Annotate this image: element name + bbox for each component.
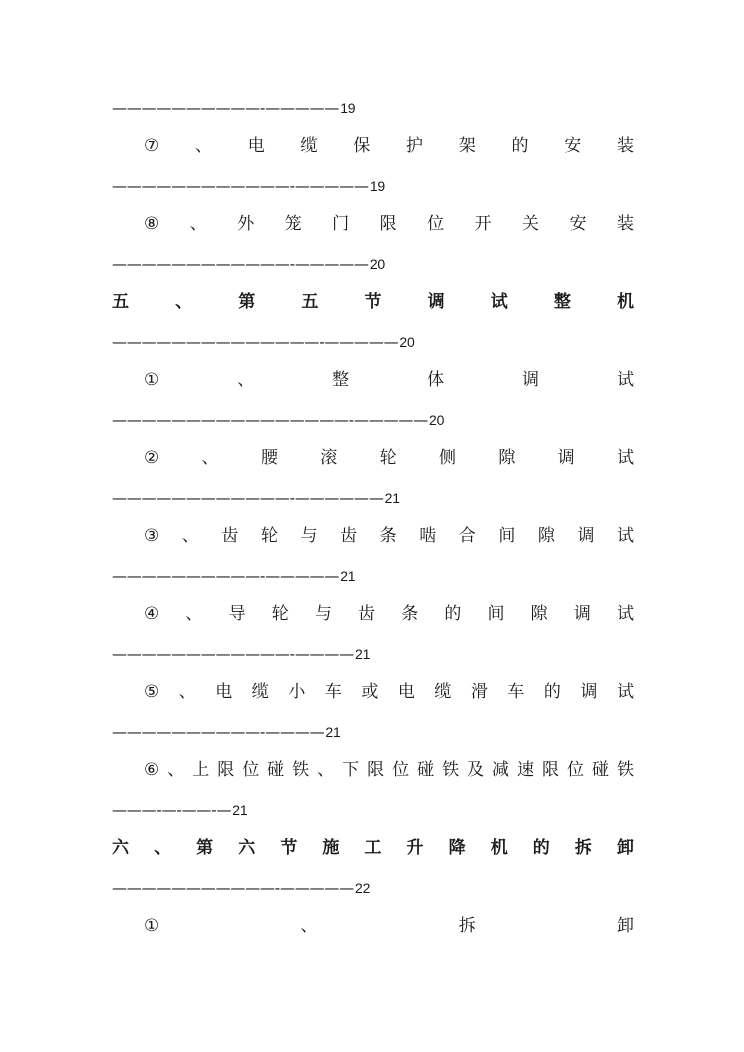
toc-title-char: 施 xyxy=(322,838,340,858)
toc-section-line xyxy=(0,290,744,320)
toc-entry-title xyxy=(144,524,634,548)
toc-page-number: 20 xyxy=(429,412,445,428)
toc-title-char: 试 xyxy=(490,292,508,312)
toc-entry-line xyxy=(0,602,744,632)
toc-leader: ————————————————-—————20 xyxy=(112,411,445,429)
toc-title-char: 齿 xyxy=(221,526,239,546)
toc-title-char: 调 xyxy=(580,682,598,702)
toc-leader-line xyxy=(0,98,744,128)
toc-page-number: 22 xyxy=(355,880,371,896)
toc-title-char: 降 xyxy=(448,838,466,858)
toc-title-char: 限 xyxy=(217,760,235,780)
toc-page-number: 21 xyxy=(355,646,371,662)
toc-title-char: 卸 xyxy=(616,838,634,858)
toc-page-number: 21 xyxy=(384,490,400,506)
toc-title-char: 与 xyxy=(314,604,332,624)
toc-leader: ——————————-—————21 xyxy=(112,567,356,585)
toc-title-char: 开 xyxy=(474,214,492,234)
toc-title-char: 架 xyxy=(458,136,476,156)
toc-leader-line xyxy=(0,566,744,596)
toc-entry-title xyxy=(144,758,634,782)
toc-title-char: 、 xyxy=(178,682,196,702)
toc-title-char: 铁 xyxy=(442,760,460,780)
toc-page-number: 20 xyxy=(369,256,386,272)
toc-title-char: ② xyxy=(144,448,160,468)
toc-title-char: 电 xyxy=(397,682,415,702)
toc-title-char: 整 xyxy=(332,370,350,390)
toc-title-char: 门 xyxy=(332,214,350,234)
toc-title-char: 条 xyxy=(401,604,419,624)
toc-title-char: 导 xyxy=(228,604,246,624)
toc-title-char: 第 xyxy=(196,838,214,858)
toc-title-char: 滚 xyxy=(320,448,338,468)
toc-title-char: 缆 xyxy=(251,682,269,702)
toc-title-char: 六 xyxy=(238,838,256,858)
toc-title-char: 、 xyxy=(185,604,203,624)
toc-title-char: 齿 xyxy=(358,604,376,624)
toc-title-char: 上 xyxy=(192,760,210,780)
toc-title-char: 试 xyxy=(617,526,634,546)
toc-leader-line xyxy=(0,410,744,440)
toc-title-char: 五 xyxy=(301,292,319,312)
toc-title-char: 与 xyxy=(300,526,318,546)
toc-leader-line xyxy=(0,254,744,284)
toc-title-char: 轮 xyxy=(379,448,397,468)
toc-title-char: 调 xyxy=(557,448,575,468)
toc-title-char: 关 xyxy=(522,214,539,234)
toc-title-char: 、 xyxy=(167,760,185,780)
toc-entry-line xyxy=(0,680,744,710)
toc-title-char: 五 xyxy=(112,292,129,312)
toc-page-number: 21 xyxy=(325,724,341,740)
toc-title-char: 电 xyxy=(215,682,233,702)
toc-title-char: 笼 xyxy=(284,214,302,234)
toc-title-char: 的 xyxy=(543,682,561,702)
toc-title-char: 调 xyxy=(573,604,591,624)
toc-entry-title xyxy=(144,212,634,236)
toc-leader: ————————————-————21 xyxy=(112,645,371,663)
toc-page-number: 19 xyxy=(369,178,386,194)
toc-title-char: 位 xyxy=(566,760,584,780)
toc-leader-line xyxy=(0,878,744,908)
toc-title-char: 间 xyxy=(498,526,516,546)
toc-entry-title xyxy=(144,368,634,392)
toc-leader: ————————————-——————21 xyxy=(112,489,400,507)
toc-title-char: ⑧ xyxy=(144,214,160,234)
toc-title-char: 、 xyxy=(189,214,207,234)
toc-title-char: 、 xyxy=(300,916,318,936)
toc-title-char: 合 xyxy=(458,526,476,546)
toc-title-char: 位 xyxy=(392,760,410,780)
toc-title-char: 轮 xyxy=(260,526,278,546)
toc-entry-title xyxy=(144,914,634,938)
toc-title-char: 整 xyxy=(553,292,571,312)
toc-title-char: 的 xyxy=(511,136,529,156)
toc-entry-title xyxy=(144,602,634,626)
toc-entry-line xyxy=(0,914,744,944)
toc-title-char: 轮 xyxy=(271,604,289,624)
toc-entry-title xyxy=(144,446,634,470)
toc-title-char: 、 xyxy=(201,448,219,468)
toc-title-char: 试 xyxy=(616,682,634,702)
toc-title-char: 、 xyxy=(181,526,199,546)
toc-title-char: 节 xyxy=(364,292,382,312)
toc-title-char: 下 xyxy=(342,760,360,780)
toc-section-title xyxy=(112,290,634,314)
toc-title-char: 机 xyxy=(617,292,634,312)
toc-entry-line xyxy=(0,212,744,242)
toc-title-char: 缆 xyxy=(300,136,318,156)
toc-title-char: 或 xyxy=(361,682,379,702)
toc-title-char: 齿 xyxy=(340,526,358,546)
toc-leader: ————————————-—————19 xyxy=(112,177,386,195)
toc-title-char: 小 xyxy=(288,682,306,702)
toc-title-char: 减 xyxy=(492,760,510,780)
toc-title-char: 腰 xyxy=(260,448,278,468)
toc-title-char: 外 xyxy=(237,214,255,234)
toc-title-char: 碰 xyxy=(267,760,285,780)
toc-title-char: 铁 xyxy=(292,760,310,780)
toc-title-char: 节 xyxy=(280,838,298,858)
toc-title-char: ③ xyxy=(144,526,160,546)
toc-title-char: 卸 xyxy=(617,916,634,936)
toc-title-char: 速 xyxy=(517,760,535,780)
toc-title-char: 电 xyxy=(247,136,265,156)
toc-title-char: 限 xyxy=(542,760,559,780)
toc-title-char: 调 xyxy=(522,370,539,390)
toc-title-char: 调 xyxy=(427,292,445,312)
toc-title-char: 隙 xyxy=(537,526,555,546)
toc-entry-title xyxy=(144,680,634,704)
toc-page-number: 20 xyxy=(399,334,415,350)
toc-title-char: 碰 xyxy=(591,760,609,780)
toc-leader: ——————————-—————19 xyxy=(112,99,356,117)
toc-title-char: 侧 xyxy=(438,448,456,468)
toc-title-char: 护 xyxy=(406,136,423,156)
toc-leader-line xyxy=(0,800,744,830)
toc-title-char: 体 xyxy=(427,370,445,390)
toc-title-char: ① xyxy=(144,916,160,936)
toc-page-number: 21 xyxy=(340,568,356,584)
toc-leader-line xyxy=(0,488,744,518)
toc-leader: ——————————-————21 xyxy=(112,723,341,741)
toc-entry-line xyxy=(0,758,744,788)
toc-title-char: 工 xyxy=(364,838,382,858)
toc-title-char: 拆 xyxy=(458,916,476,936)
toc-leader-line xyxy=(0,332,744,362)
toc-title-char: 隙 xyxy=(498,448,516,468)
toc-leader-line xyxy=(0,176,744,206)
toc-title-char: 安 xyxy=(564,136,582,156)
toc-title-char: 升 xyxy=(406,838,424,858)
toc-title-char: 、 xyxy=(237,370,255,390)
toc-title-char: 限 xyxy=(367,760,385,780)
toc-title-char: 试 xyxy=(617,448,634,468)
toc-title-char: 试 xyxy=(616,604,634,624)
toc-title-char: 限 xyxy=(379,214,397,234)
toc-title-char: ① xyxy=(144,370,160,390)
toc-title-char: 保 xyxy=(353,136,371,156)
toc-title-char: 试 xyxy=(616,370,634,390)
toc-title-char: 及 xyxy=(467,760,485,780)
toc-title-char: 车 xyxy=(324,682,342,702)
toc-title-char: 调 xyxy=(577,526,595,546)
toc-title-char: 车 xyxy=(507,682,525,702)
toc-title-char: 位 xyxy=(242,760,260,780)
toc-section-line xyxy=(0,836,744,866)
toc-page-number: 19 xyxy=(340,100,356,116)
toc-leader: ——————————————-—————20 xyxy=(112,333,415,351)
toc-title-char: 拆 xyxy=(574,838,592,858)
toc-entry-line xyxy=(0,134,744,164)
toc-title-char: 安 xyxy=(569,214,587,234)
toc-page-number: 21 xyxy=(232,802,248,818)
toc-title-char: 装 xyxy=(617,136,634,156)
toc-title-char: 碰 xyxy=(417,760,435,780)
toc-title-char: ⑤ xyxy=(144,682,160,702)
toc-title-char: 滑 xyxy=(470,682,488,702)
toc-leader-line xyxy=(0,644,744,674)
toc-title-char: 六 xyxy=(112,838,129,858)
toc-title-char: 铁 xyxy=(616,760,634,780)
toc-title-char: 缆 xyxy=(434,682,452,702)
toc-entry-line xyxy=(0,446,744,476)
toc-title-char: 、 xyxy=(154,838,172,858)
toc-entry-line xyxy=(0,524,744,554)
toc-leader: ———————————-—————22 xyxy=(112,879,371,897)
toc-title-char: 的 xyxy=(444,604,462,624)
toc-title-char: ⑥ xyxy=(144,760,160,780)
toc-leader-line xyxy=(0,722,744,752)
toc-title-char: 条 xyxy=(379,526,397,546)
toc-title-char: 、 xyxy=(175,292,193,312)
toc-title-char: ⑦ xyxy=(144,136,160,156)
toc-section-title xyxy=(112,836,634,860)
toc-title-char: 第 xyxy=(238,292,256,312)
toc-entry-title xyxy=(144,134,634,158)
toc-title-char: 、 xyxy=(317,760,335,780)
toc-title-char: 间 xyxy=(487,604,505,624)
toc-title-char: ④ xyxy=(144,604,160,624)
toc-entry-line xyxy=(0,368,744,398)
toc-title-char: 的 xyxy=(532,838,550,858)
toc-title-char: 装 xyxy=(616,214,634,234)
toc-title-char: 位 xyxy=(427,214,445,234)
toc-leader: ————————————-—————20 xyxy=(112,255,386,273)
toc-title-char: 、 xyxy=(195,136,212,156)
toc-leader: ———-—-——-—21 xyxy=(112,801,248,819)
toc-title-char: 隙 xyxy=(530,604,548,624)
toc-title-char: 机 xyxy=(490,838,508,858)
toc-title-char: 啮 xyxy=(419,526,437,546)
